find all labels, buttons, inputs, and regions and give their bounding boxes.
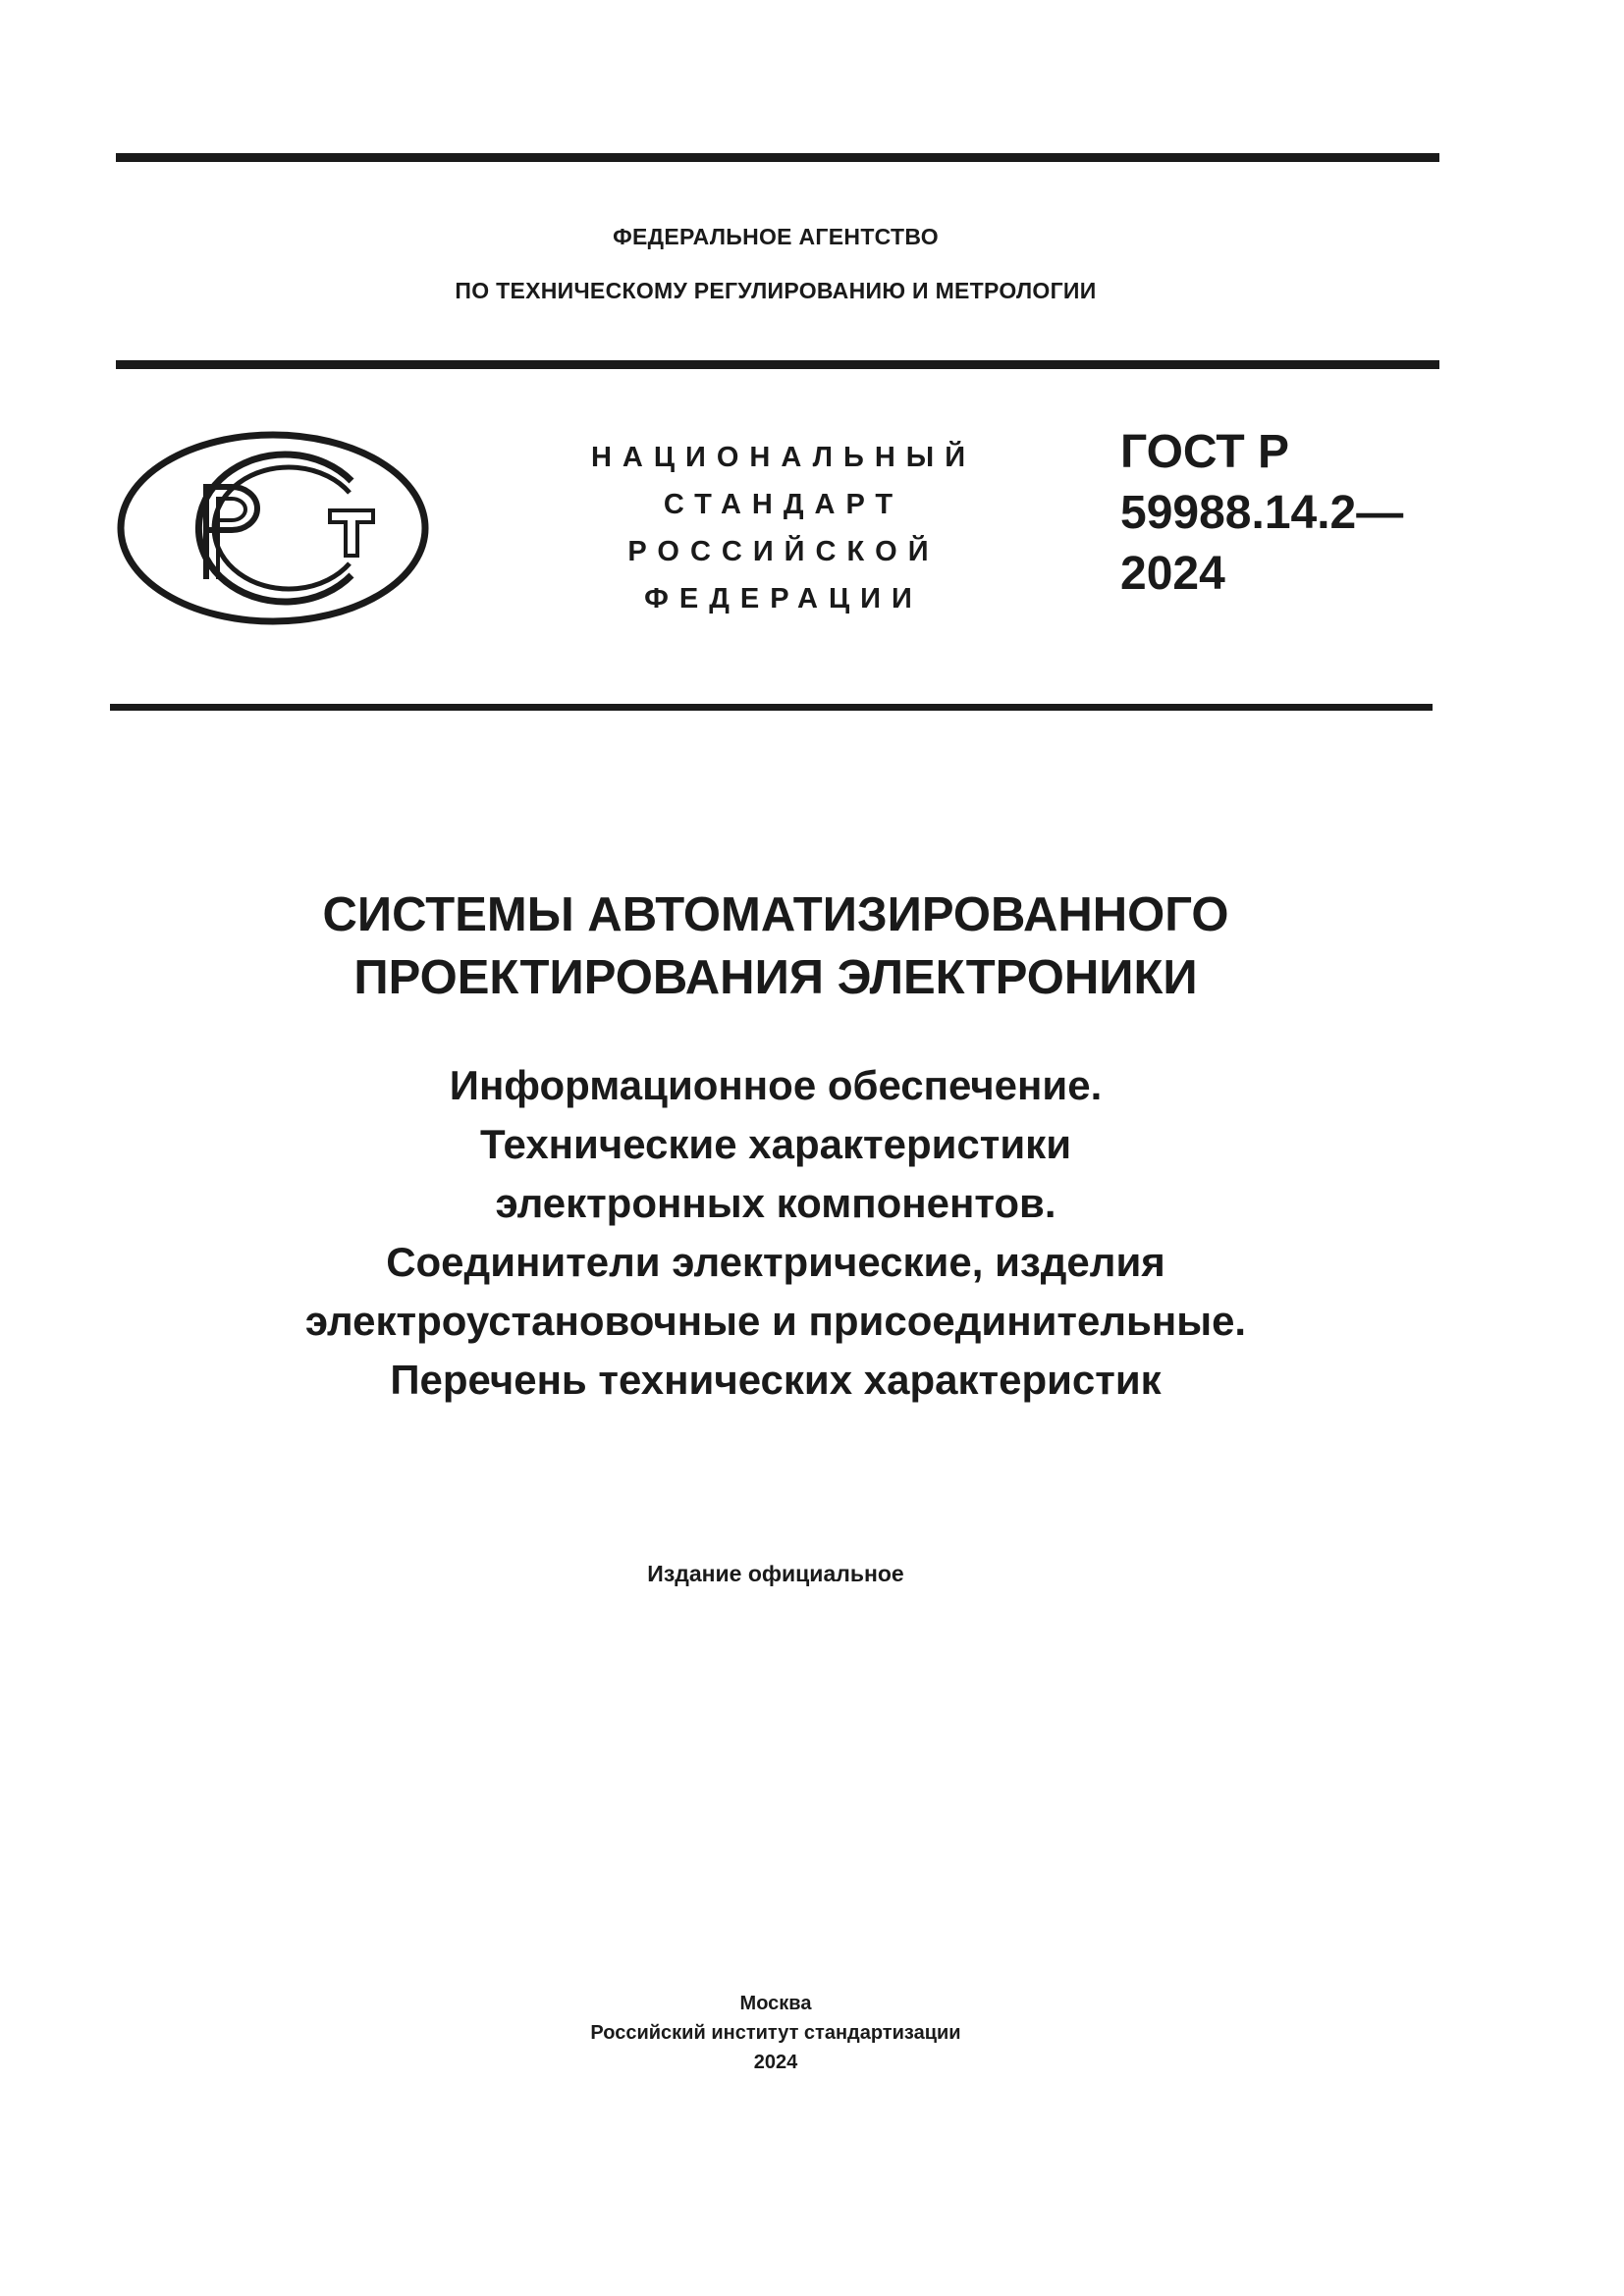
subtitle-line: электронных компонентов.	[495, 1180, 1056, 1226]
gost-line: ГОСТ Р	[1120, 426, 1290, 478]
imprint-city: Москва	[739, 1993, 812, 2014]
title-line: СИСТЕМЫ АВТОМАТИЗИРОВАННОГО	[322, 888, 1229, 941]
national-line: ФЕДЕРАЦИИ	[644, 583, 923, 614]
edition-label: Издание официальное	[647, 1561, 904, 1586]
gost-designation	[1120, 422, 1403, 605]
imprint-year: 2024	[753, 2052, 798, 2073]
designation-rule	[110, 704, 1433, 711]
agency-name-line-1: ФЕДЕРАЛЬНОЕ АГЕНТСТВО	[613, 224, 939, 249]
rst-logo-icon	[116, 430, 430, 626]
national-line: СТАНДАРТ	[663, 489, 904, 520]
document-title	[0, 883, 1551, 1009]
subtitle-line: Информационное обеспечение.	[449, 1062, 1103, 1108]
header-rule	[116, 360, 1439, 369]
document-subtitle	[0, 1056, 1551, 1410]
subtitle-line: Технические характеристики	[479, 1121, 1072, 1167]
imprint-publisher: Российский институт стандартизации	[590, 2022, 961, 2044]
subtitle-line: электроустановочные и присоединительные.	[304, 1298, 1247, 1344]
subtitle-line: Перечень технических характеристик	[390, 1357, 1162, 1403]
imprint	[0, 1989, 1551, 2077]
national-line: НАЦИОНАЛЬНЫЙ	[590, 442, 977, 473]
agency-name-line-2: ПО ТЕХНИЧЕСКОМУ РЕГУЛИРОВАНИЮ И МЕТРОЛОГИИ	[455, 278, 1097, 303]
gost-line: 2024	[1120, 548, 1225, 600]
national-line: РОССИЙСКОЙ	[627, 536, 940, 567]
top-rule	[116, 153, 1439, 162]
title-line: ПРОЕКТИРОВАНИЯ ЭЛЕКТРОНИКИ	[353, 951, 1198, 1004]
subtitle-line: Соединители электрические, изделия	[386, 1239, 1165, 1285]
gost-line: 59988.14.2—	[1120, 487, 1404, 539]
national-standard-label	[538, 434, 1029, 622]
